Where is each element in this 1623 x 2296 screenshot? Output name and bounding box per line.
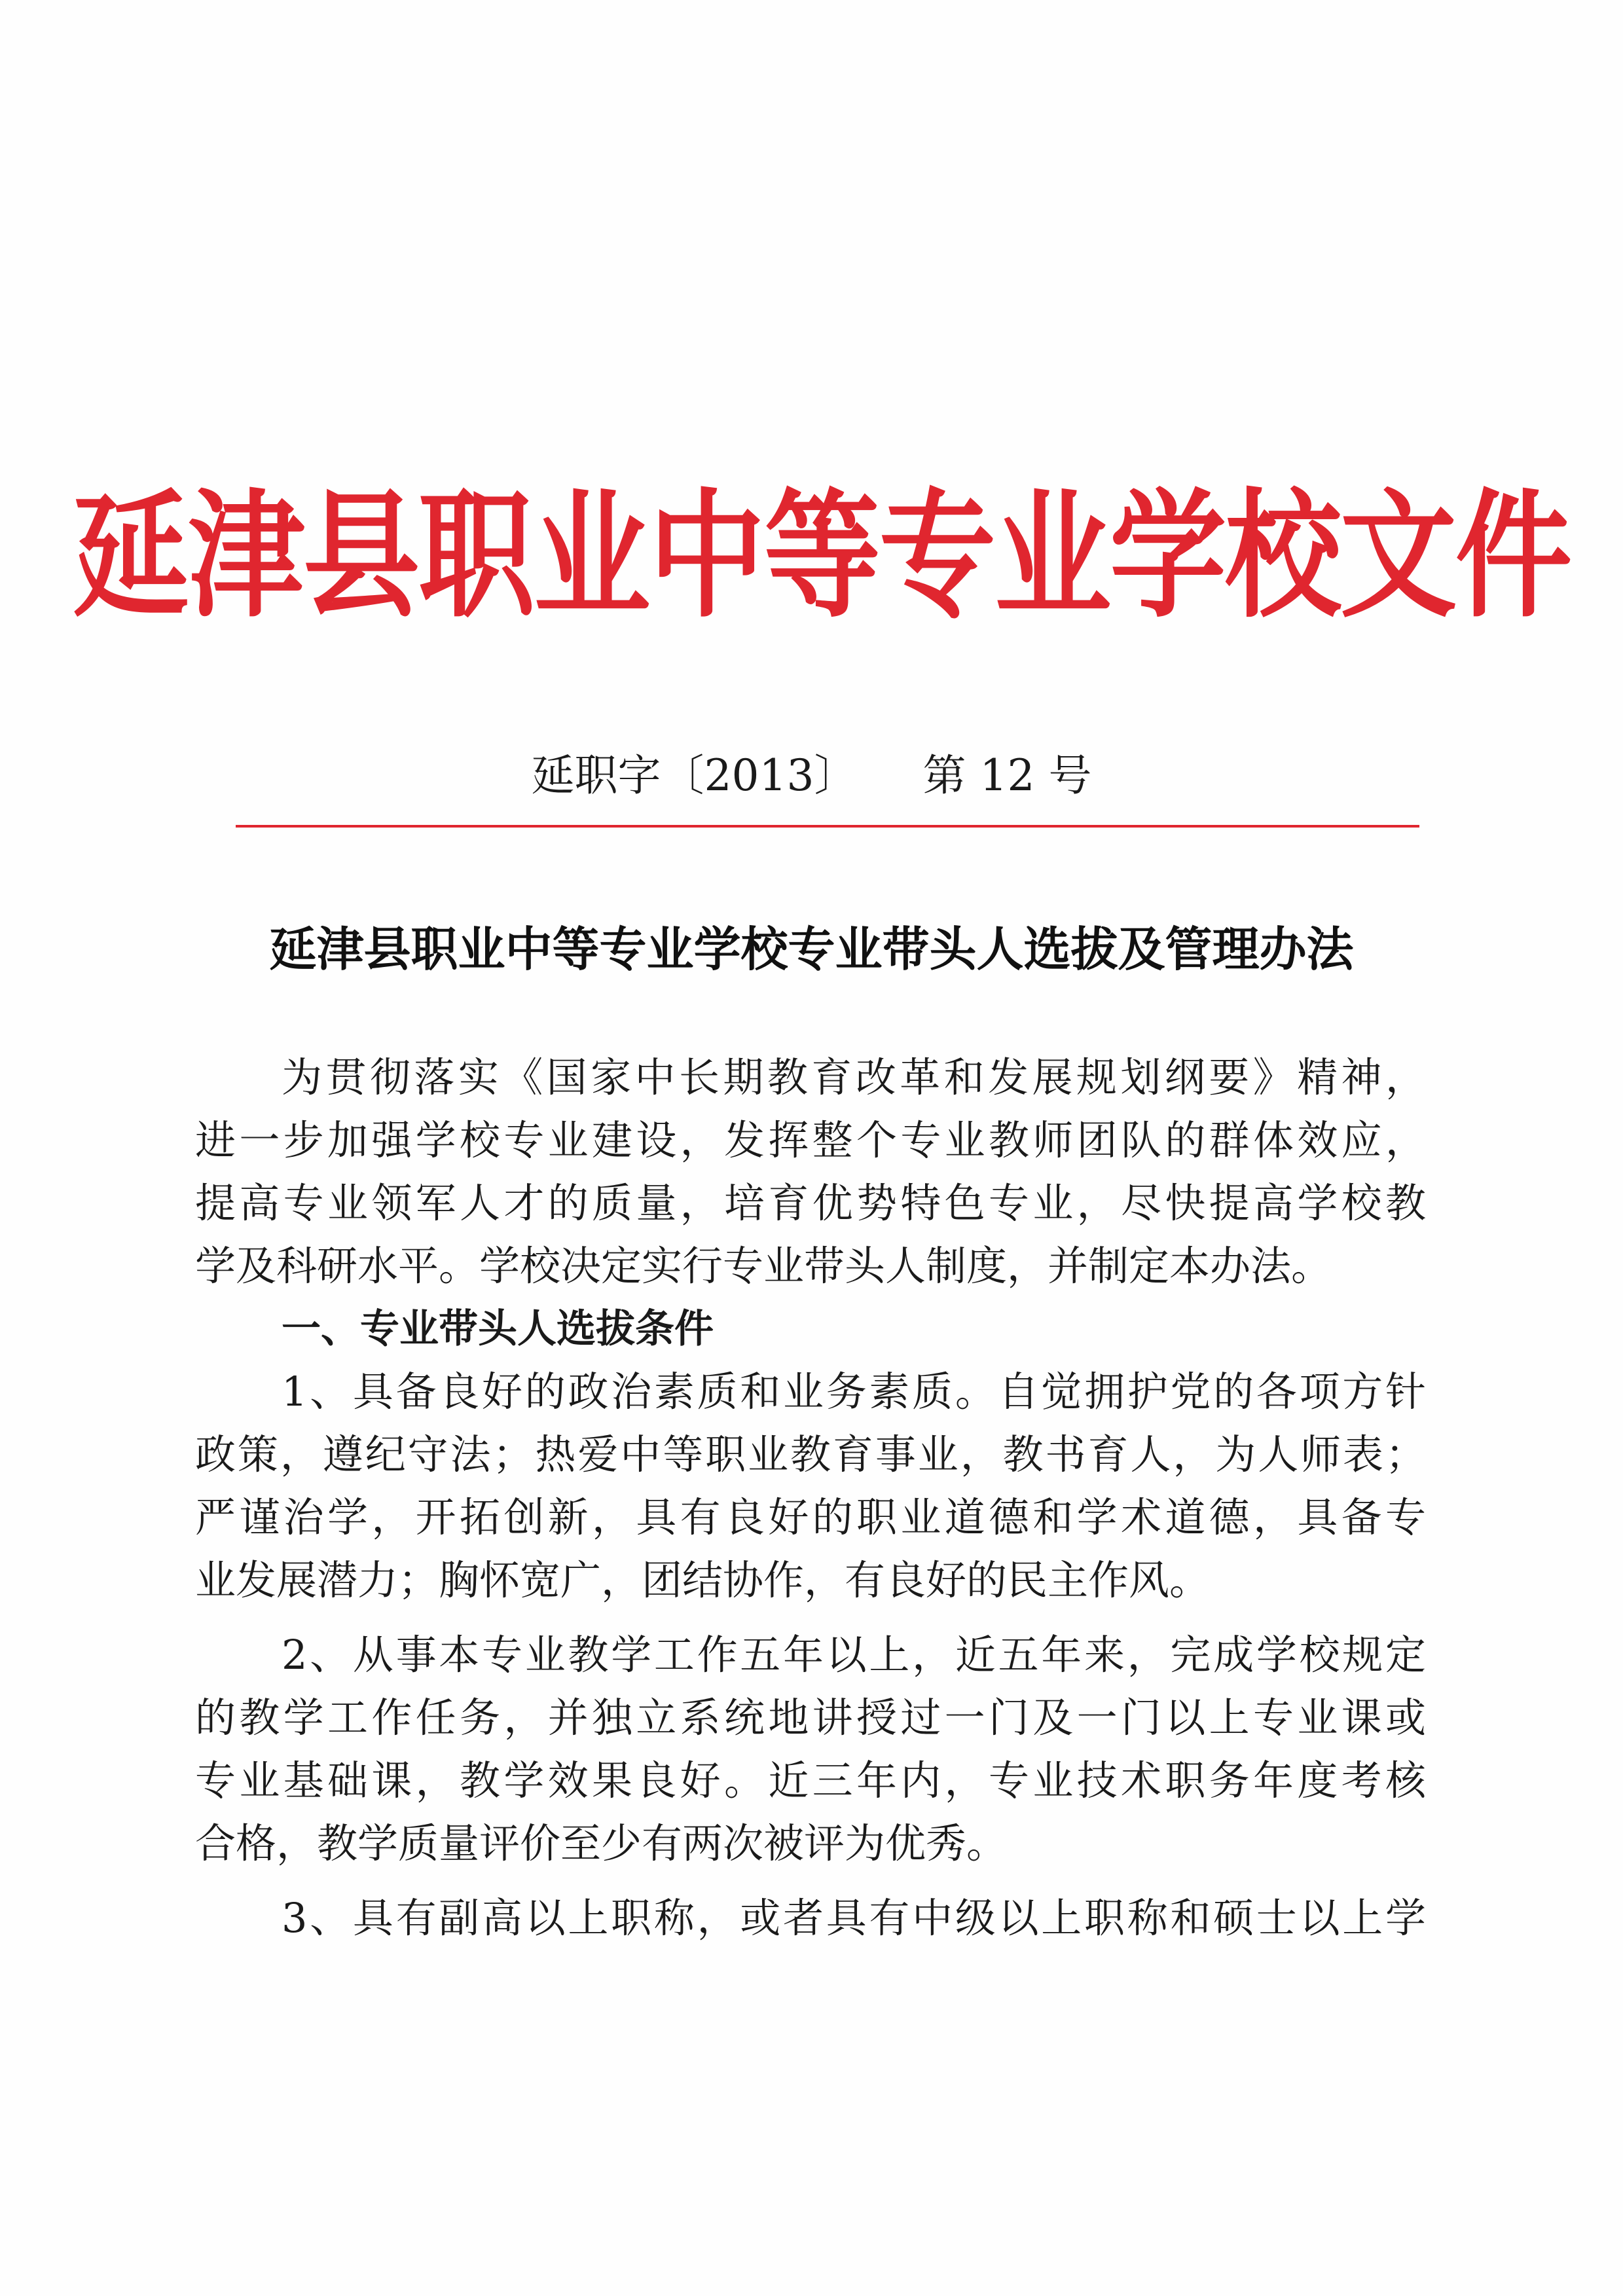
- document-number-prefix: 延职字〔2013〕: [531, 750, 858, 801]
- document-number: [0, 746, 1623, 805]
- paragraph-line: 专业基础课，教学效果良好。近三年内，专业技术职务年度考核: [195, 1757, 1426, 1804]
- item-2-paragraph: [195, 1624, 1426, 1875]
- paragraph-line: 为贯彻落实《国家中长期教育改革和发展规划纲要》精神，: [282, 1053, 1426, 1101]
- document-body: [195, 1046, 1426, 1950]
- document-number-value: 第 12 号: [922, 750, 1092, 801]
- section-heading: 一、专业带头人选拔条件: [282, 1306, 714, 1352]
- paragraph-line: 提高专业领军人才的质量，培育优势特色专业，尽快提高学校教: [195, 1179, 1426, 1227]
- item-3-paragraph: [195, 1887, 1426, 1950]
- paragraph-line: 3、具有副高以上职称，或者具有中级以上职称和硕士以上学: [282, 1894, 1426, 1942]
- intro-paragraph: [195, 1046, 1426, 1298]
- paragraph-line: 的教学工作任务，并独立系统地讲授过一门及一门以上专业课或: [195, 1694, 1426, 1741]
- item-1-paragraph: [195, 1360, 1426, 1612]
- paragraph-line: 严谨治学，开拓创新，具有良好的职业道德和学术道德，具备专: [195, 1493, 1426, 1541]
- document-title: 延津县职业中等专业学校专业带头人选拔及管理办法: [269, 922, 1354, 977]
- masthead-title: 延津县职业中等专业学校文件: [73, 476, 1571, 636]
- paragraph-line: 合格，教学质量评价至少有两次被评为优秀。: [195, 1819, 1008, 1867]
- paragraph-line: 业发展潜力；胸怀宽广，团结协作，有良好的民主作风。: [195, 1556, 1211, 1604]
- paragraph-line: 学及科研水平。学校决定实行专业带头人制度，并制定本办法。: [195, 1242, 1332, 1290]
- paragraph-line: 1、具备良好的政治素质和业务素质。自觉拥护党的各项方针: [282, 1368, 1426, 1415]
- red-divider: [236, 825, 1419, 828]
- paragraph-line: 进一步加强学校专业建设，发挥整个专业教师团队的群体效应，: [195, 1116, 1426, 1164]
- paragraph-line: 2、从事本专业教学工作五年以上，近五年来，完成学校规定: [282, 1631, 1426, 1679]
- paragraph-line: 政策，遵纪守法；热爱中等职业教育事业，教书育人，为人师表；: [195, 1430, 1426, 1478]
